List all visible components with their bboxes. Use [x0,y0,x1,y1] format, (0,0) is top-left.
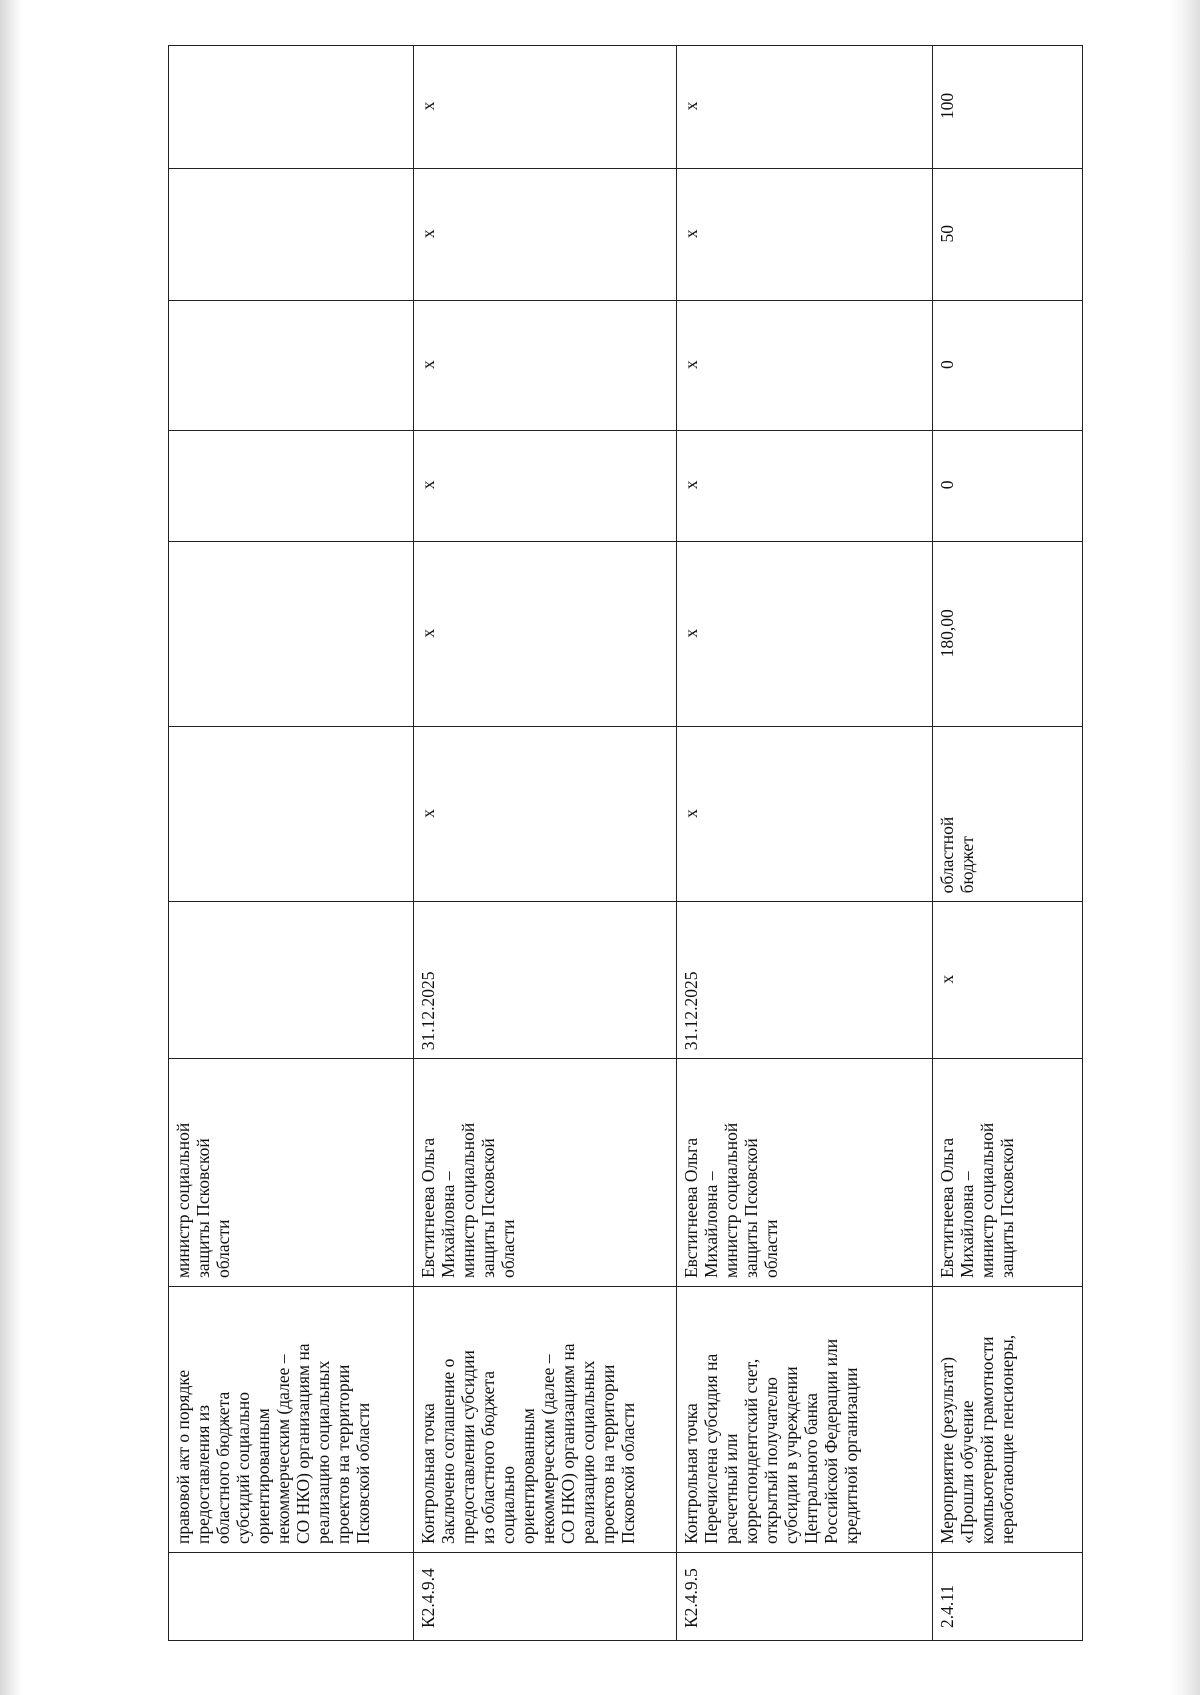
table-row [933,46,1083,1641]
cell-y3: 50 [933,169,1083,301]
cell-name: Контрольная точка Заключено соглашение о предоставлении субсидии из областного бюджета социально ориентированным некоммерческим (далее – СО НКО) организациям на реализацию социальных проектов на территории Псковской области [414,1287,677,1553]
cell-responsible: Евстигнеева Ольга Михайловна – министр социальной защиты Псковской [933,1059,1083,1287]
cell-source: x [414,727,677,902]
cell-total: 180,00 [933,542,1083,727]
cell-num: 2.4.11 [933,1553,1083,1641]
cell-y1 [169,430,414,541]
cell-y1: x [677,430,933,541]
rotated-table-sheet [168,45,1082,1641]
cell-source: x [677,727,933,902]
cell-y3: x [677,169,933,301]
scan-edge-left [0,0,22,1695]
cell-total: x [414,542,677,727]
cell-date: x [933,902,1083,1059]
cell-responsible: министр социальной защиты Псковской области [169,1059,414,1287]
table-row [677,46,933,1641]
cell-name: Мероприятие (результат) «Прошли обучение компьютерной грамотности неработающие пенсионеры, [933,1287,1083,1553]
cell-num: К2.4.9.5 [677,1553,933,1641]
cell-y1: x [414,430,677,541]
plan-table [168,45,1083,1641]
cell-y3 [169,169,414,301]
cell-date: 31.12.2025 [414,902,677,1059]
cell-total: x [677,542,933,727]
cell-y3: x [414,169,677,301]
cell-date: 31.12.2025 [677,902,933,1059]
cell-total [169,542,414,727]
cell-responsible: Евстигнеева Ольга Михайловна – министр социальной защиты Псковской области [677,1059,933,1287]
cell-source: областной бюджет [933,727,1083,902]
cell-y2: 0 [933,301,1083,430]
cell-y1: 0 [933,430,1083,541]
cell-y4: 100 [933,46,1083,169]
scan-edge-right [1170,0,1200,1695]
cell-y2: x [414,301,677,430]
cell-num: К2.4.9.4 [414,1553,677,1641]
cell-y2 [169,301,414,430]
cell-y4 [169,46,414,169]
cell-responsible: Евстигнеева Ольга Михайловна – министр социальной защиты Псковской области [414,1059,677,1287]
cell-date [169,902,414,1059]
table-row [414,46,677,1641]
cell-name: правовой акт о порядке предоставления из областного бюджета субсидий социально ориентированным некоммерческим (далее – СО НКО) организациям на реализацию социальных проектов на территории Псковской области [169,1287,414,1553]
cell-y4: x [677,46,933,169]
cell-num [169,1553,414,1641]
cell-y2: x [677,301,933,430]
cell-name: Контрольная точка Перечислена субсидия на расчетный или корреспондентский счет, открытый получателю субсидии в учреждении Центрального банка Российской Федерации или кредитной организации [677,1287,933,1553]
cell-y4: x [414,46,677,169]
table-row [169,46,414,1641]
cell-source [169,727,414,902]
